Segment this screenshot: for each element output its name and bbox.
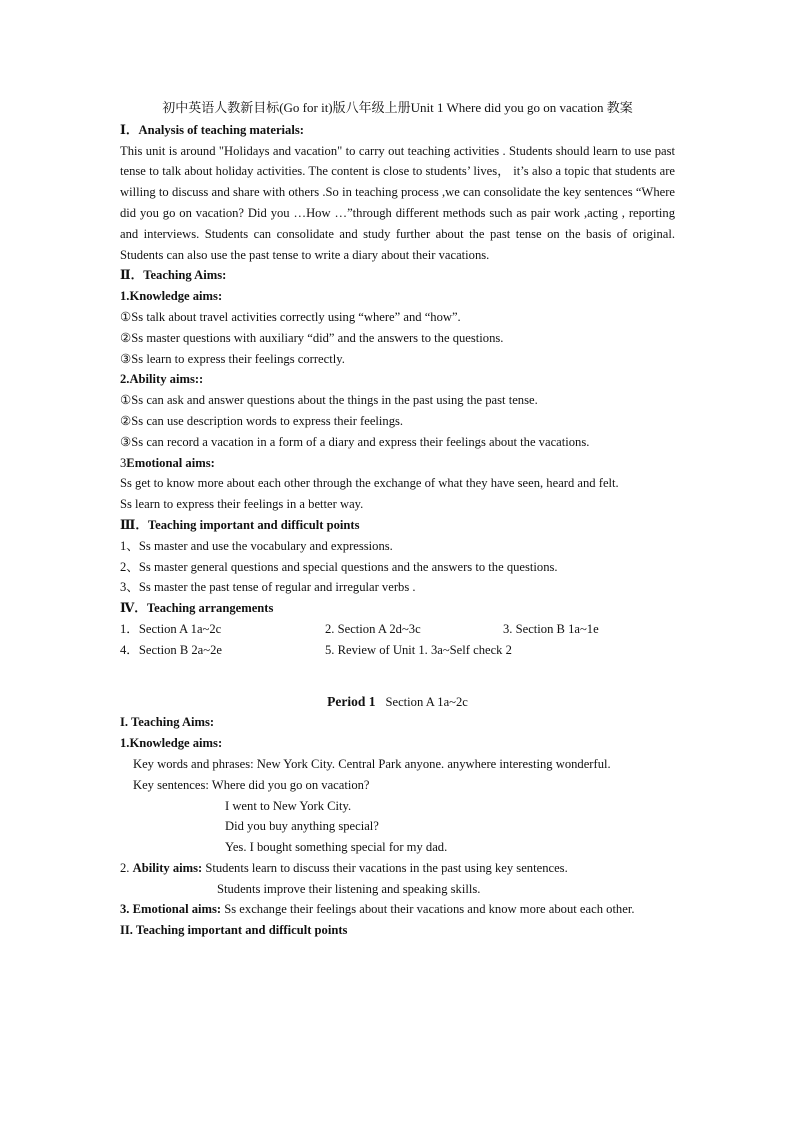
- period-ability-text-2: Students improve their listening and speaking skills.: [217, 881, 481, 896]
- list-item: 3、Ss master the past tense of regular and irregular verbs .: [120, 580, 416, 595]
- document-page: [120, 98, 675, 941]
- emotional-aims-heading-row: [120, 453, 675, 474]
- document-title: 初中英语人教新目标(Go for it)版八年级上册Unit 1 Where did you go on vacation 教案: [162, 100, 633, 115]
- list-item: ①Ss can ask and answer questions about the things in the past using the past tense.: [120, 393, 538, 408]
- section-heading-analysis: Ⅰ．Analysis of teaching materials:: [120, 122, 304, 137]
- arrangement-item: 2. Section A 2d~3c: [325, 621, 421, 636]
- arrangement-item: 1．Section A 1a~2c: [120, 621, 222, 636]
- period-emotional-heading: 3. Emotional aims:: [120, 902, 222, 917]
- key-sentence: I went to New York City.: [225, 798, 352, 813]
- spacer: [120, 661, 675, 691]
- period-subtitle: Section A 1a~2c: [385, 694, 468, 709]
- emotional-aims-text: Ss learn to express their feelings in a better way.: [120, 497, 364, 512]
- section-heading-important-points: Ⅲ．Teaching important and difficult points: [120, 517, 360, 532]
- period-ability-text: Students learn to discuss their vacations in the past using key sentences.: [202, 860, 568, 875]
- period-emotional-text: Ss exchange their feelings about their vacations and know more about each other.: [221, 902, 635, 917]
- knowledge-aims-heading: 1.Knowledge aims:: [120, 289, 223, 304]
- period-ability-heading: Ability aims:: [132, 860, 203, 875]
- list-item: ③Ss can record a vacation in a form of a diary and express their feelings about the vacations.: [120, 434, 590, 449]
- emotional-aims-heading: Emotional aims:: [126, 455, 215, 470]
- period-knowledge-heading: 1.Knowledge aims:: [120, 736, 223, 751]
- period-points-heading: II. Teaching important and difficult points: [120, 923, 348, 938]
- key-sentences-line: Key sentences: Where did you go on vacation?: [133, 777, 370, 792]
- period-title: Period 1: [327, 693, 376, 709]
- analysis-paragraph: This unit is around "Holidays and vacation" to carry out teaching activities . Students should learn to use past tense to talk about holiday activities. The content is close to students’ lives， it’s also a topic that students are willing to discuss and share with others .So in teaching process ,we can consolidate the key sentences “Where did you go on vacation? Did you …How …”through different methods such as pair work ,acting , reporting and interviews. Students can consolidate and study further about the past tense on the basis of original. Students can also use the past tense to write a diary about their vacations.: [120, 143, 675, 262]
- period-ability-row: [120, 858, 675, 879]
- section-heading-arrangements: Ⅳ．Teaching arrangements: [120, 601, 274, 616]
- key-words-line: Key words and phrases: New York City. Central Park anyone. anywhere interesting wonderful.: [133, 756, 611, 771]
- section-heading-teaching-aims: Ⅱ．Teaching Aims:: [120, 268, 227, 283]
- list-item: 2、Ss master general questions and special questions and the answers to the questions.: [120, 559, 558, 574]
- period-title-row: [120, 692, 675, 713]
- period-ability-number: 2.: [120, 860, 133, 875]
- list-item: ③Ss learn to express their feelings correctly.: [120, 351, 345, 366]
- key-sentence: Yes. I bought something special for my dad.: [225, 840, 448, 855]
- arrangement-item: 4．Section B 2a~2e: [120, 642, 222, 657]
- arrangements-row-1: [120, 619, 675, 640]
- ability-aims-heading: 2.Ability aims::: [120, 372, 204, 387]
- list-item: ②Ss master questions with auxiliary “did” and the answers to the questions.: [120, 330, 504, 345]
- period-emotional-row: [120, 899, 675, 920]
- arrangement-item: 3. Section B 1a~1e: [503, 621, 599, 636]
- key-sentence: Did you buy anything special?: [225, 819, 379, 834]
- emotional-aims-number: 3: [120, 455, 127, 470]
- arrangements-row-2: [120, 640, 675, 661]
- emotional-aims-text: Ss get to know more about each other through the exchange of what they have seen, heard and felt.: [120, 476, 619, 491]
- list-item: 1、Ss master and use the vocabulary and expressions.: [120, 538, 393, 553]
- period-aims-heading: I. Teaching Aims:: [120, 715, 215, 730]
- arrangement-item: 5. Review of Unit 1. 3a~Self check 2: [325, 642, 512, 657]
- list-item: ①Ss talk about travel activities correctly using “where” and “how”.: [120, 309, 461, 324]
- list-item: ②Ss can use description words to express their feelings.: [120, 413, 404, 428]
